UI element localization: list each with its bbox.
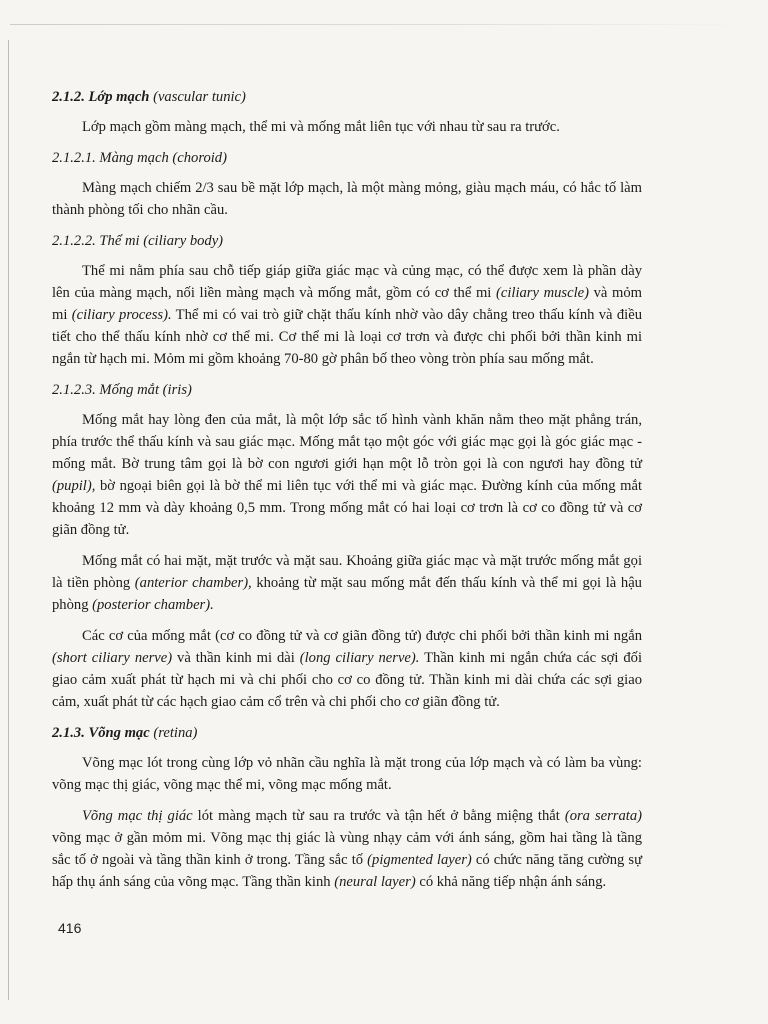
term-neural-layer: (neural layer)	[334, 874, 416, 890]
paragraph-retina-1: Võng mạc lót trong cùng lớp vỏ nhãn cầu nghĩa là mặt trong của lớp mạch và có làm ba vùng: võng mạc thị giác, võng mạc thể mi, võng mạc mống mắt.	[52, 755, 642, 793]
paragraph-choroid: Màng mạch chiếm 2/3 sau bề mặt lớp mạch, là một màng mỏng, giàu mạch máu, có hắc tố làm thành phòng tối cho nhãn cầu.	[52, 180, 642, 218]
paragraph-iris-2	[52, 550, 642, 616]
text-run: Thể mi có vai trò giữ chặt thấu kính nhờ vào dây chằng treo thấu kính và điều tiết cho thể thấu kính nhờ cơ thể mi. Cơ thể mi là loại cơ trơn và được chi phối bởi thần kinh mi ngắn từ hạch mi. Mỏm mi gồm khoảng 70-80 gờ phân bố theo vòng tròn phía sau mống mắt.	[52, 307, 642, 367]
scan-edge-top	[10, 24, 750, 25]
heading-2-1-2	[52, 86, 642, 108]
heading-2-1-2-1: 2.1.2.1. Màng mạch (choroid)	[52, 150, 227, 166]
text-run: Các cơ của mống mắt (cơ co đồng tử và cơ giãn đồng tử) được chi phối bởi thần kinh mi ngắn	[82, 628, 642, 644]
term-pupil: (pupil),	[52, 478, 96, 494]
term-long-ciliary-nerve: (long ciliary nerve).	[299, 650, 420, 666]
term-ora-serrata: (ora serrata)	[564, 808, 642, 824]
term-pigmented-layer: (pigmented layer)	[367, 852, 472, 868]
text-run: võng mạc ở gần mỏm mi. Võng mạc thị giác là vùng nhạy cảm với ánh sáng, gồm hai tầng là tầng sắc tố ở ngoài và tầng thần kinh ở trong. Tầng sắc tố	[52, 830, 642, 868]
heading-2-1-3-title: 2.1.3. Võng mạc	[52, 725, 150, 741]
heading-2-1-2-3: 2.1.2.3. Mống mắt (iris)	[52, 382, 192, 398]
paragraph-retina-2	[52, 805, 642, 893]
heading-2-1-3	[52, 722, 642, 744]
paragraph-iris-1	[52, 409, 642, 541]
paragraph-vascular-intro: Lớp mạch gồm màng mạch, thể mi và mống mắt liên tục với nhau từ sau ra trước.	[82, 119, 560, 135]
term-ciliary-muscle: (ciliary muscle)	[496, 285, 589, 301]
term-visual-retina: Võng mạc thị giác	[82, 808, 193, 824]
text-run: Thể mi nằm phía sau chỗ tiếp giáp giữa giác mạc và củng mạc, có thể được xem là phần dày lên của màng mạch, nối liền màng mạch và mống mắt, gồm có cơ thể mi	[52, 263, 642, 301]
term-ciliary-process: (ciliary process).	[71, 307, 172, 323]
page-content	[52, 86, 642, 902]
text-run: lót màng mạch từ sau ra trước và tận hết ở bằng miệng thắt	[192, 808, 565, 824]
text-run: có chức năng tăng cường sự hấp thụ ánh sáng của võng mạc. Tầng thần kinh	[52, 852, 643, 890]
text-run: và mỏm mi	[52, 285, 642, 323]
paragraph-iris-3	[52, 625, 642, 713]
term-posterior-chamber: (posterior chamber).	[92, 597, 214, 613]
paragraph-ciliary-body	[52, 260, 642, 370]
text-run: Mống mắt có hai mặt, mặt trước và mặt sau. Khoảng giữa giác mạc và mặt trước mống mắt gọi là tiền phòng	[52, 553, 642, 591]
text-run: bờ ngoại biên gọi là bờ thể mi liên tục với thể mi và giác mạc. Đường kính của mống mắt khoảng 12 mm và dày khoảng 0,5 mm. Trong mống mắt có hai loại cơ trơn là cơ co đồng tử và cơ giãn đồng tử.	[52, 478, 642, 538]
heading-2-1-2-title: 2.1.2. Lớp mạch	[52, 89, 150, 105]
text-run: khoảng từ mặt sau mống mắt đến thấu kính và thể mi gọi là hậu phòng	[52, 575, 642, 613]
scan-edge-left	[8, 40, 9, 1000]
heading-2-1-2-english: (vascular tunic)	[153, 89, 246, 105]
heading-2-1-3-english: (retina)	[153, 725, 198, 741]
text-run: Mống mắt hay lòng đen của mắt, là một lớp sắc tố hình vành khăn nằm theo mặt phẳng trán, phía trước thể thấu kính và sau giác mạc. Mống mắt tạo một góc với giác mạc gọi là góc giác mạc - mống mắt. Bờ trung tâm gọi là bờ con ngươi giới hạn một lỗ tròn gọi là con ngươi hay đồng tử	[52, 412, 642, 472]
text-run: và thần kinh mi dài	[172, 650, 300, 666]
text-run: có khả năng tiếp nhận ánh sáng.	[415, 874, 607, 890]
term-anterior-chamber: (anterior chamber),	[134, 575, 252, 591]
heading-2-1-2-2: 2.1.2.2. Thể mi (ciliary body)	[52, 233, 224, 249]
page-number: 416	[58, 920, 82, 936]
term-short-ciliary-nerve: (short ciliary nerve)	[52, 650, 173, 666]
text-run: Thần kinh mi ngắn chứa các sợi đối giao cảm xuất phát từ hạch mi và chi phối cho cơ co đồng tử. Thần kinh mi dài chứa các sợi giao cảm, xuất phát từ các hạch giao cảm cổ trên và chi phối cho cơ giãn đồng tử.	[52, 650, 642, 710]
